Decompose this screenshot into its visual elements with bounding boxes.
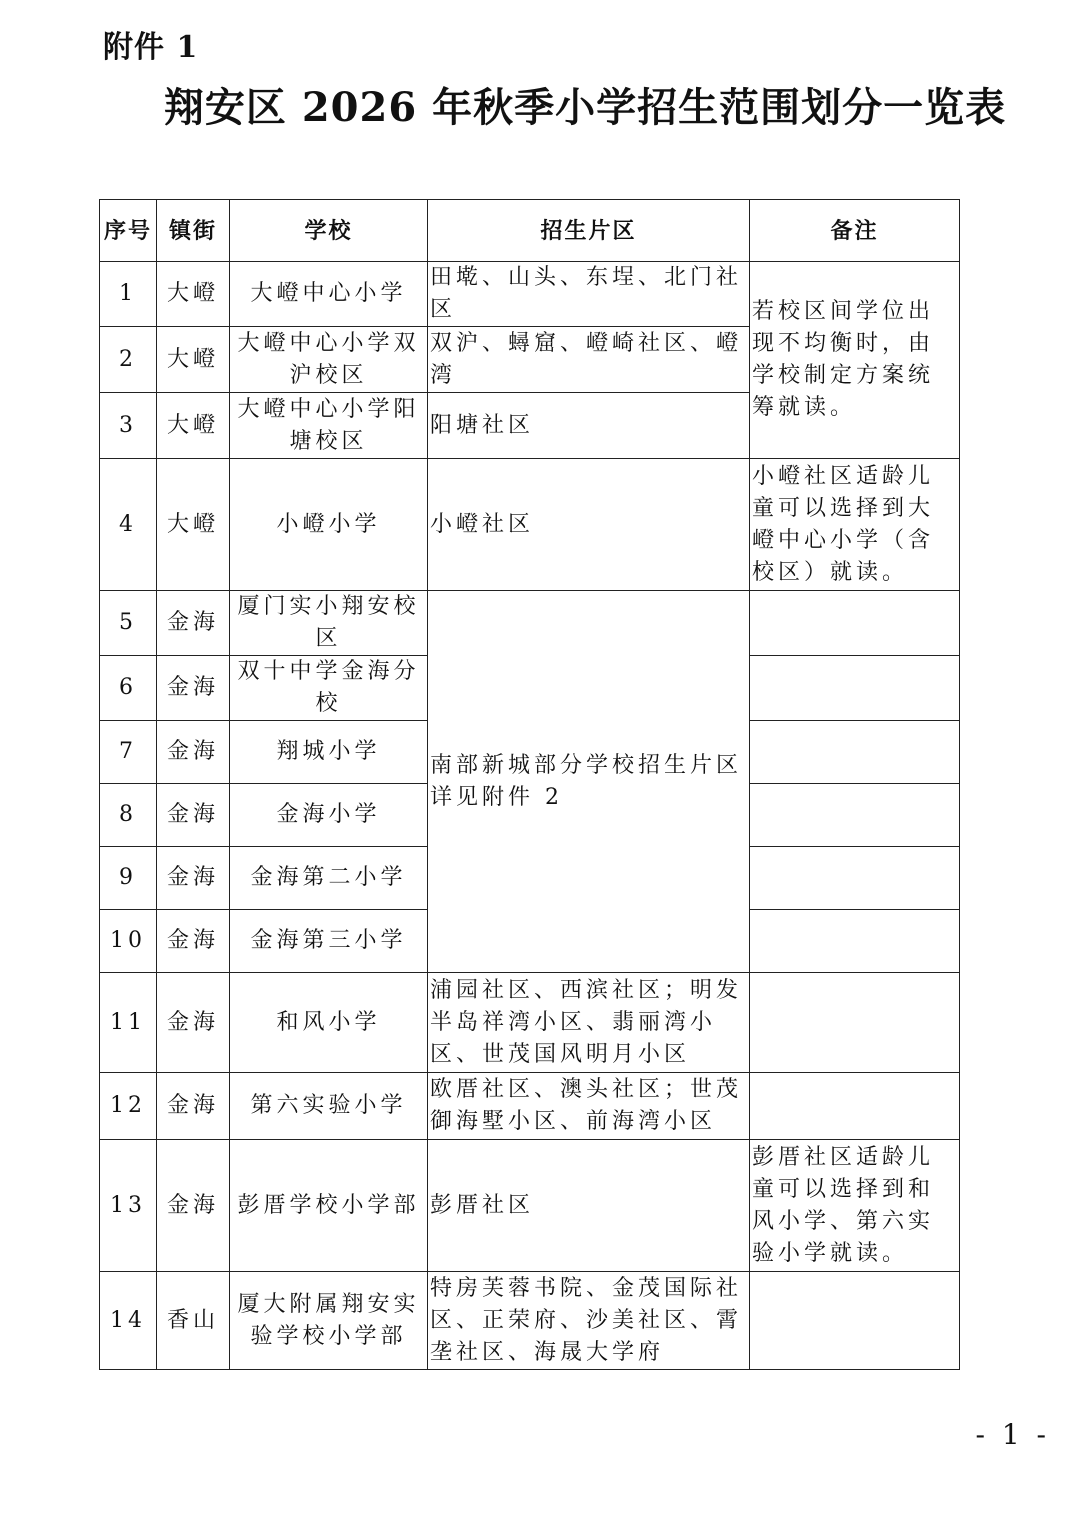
row-no: 1 (100, 262, 157, 327)
table-row (100, 459, 960, 591)
row-school: 金海小学 (230, 784, 428, 847)
row-note: 彭厝社区适龄儿童可以选择到和风小学、第六实验小学就读。 (750, 1140, 960, 1272)
row-area: 欧厝社区、澳头社区；世茂御海墅小区、前海湾小区 (428, 1073, 750, 1140)
header-school: 学校 (230, 200, 428, 262)
row-note (750, 591, 960, 656)
row-town: 大嶝 (157, 262, 230, 327)
row-school: 金海第二小学 (230, 847, 428, 910)
row-town: 金海 (157, 910, 230, 973)
row-town: 香山 (157, 1272, 230, 1370)
row-note (750, 847, 960, 910)
row-note (750, 910, 960, 973)
row-town: 金海 (157, 784, 230, 847)
table-row (100, 973, 960, 1073)
row-area: 双沪、蟳窟、嶝崎社区、嶝湾 (428, 327, 750, 393)
attachment-label: 附件 1 (103, 30, 199, 65)
row-no: 5 (100, 591, 157, 656)
row-town: 金海 (157, 1140, 230, 1272)
row-town: 大嶝 (157, 393, 230, 459)
row-school: 金海第三小学 (230, 910, 428, 973)
row-school: 和风小学 (230, 973, 428, 1073)
table-row (100, 1272, 960, 1370)
row-note (750, 656, 960, 721)
row-school: 大嶝中心小学阳塘校区 (230, 393, 428, 459)
row-school: 厦大附属翔安实验学校小学部 (230, 1272, 428, 1370)
row-area: 浦园社区、西滨社区；明发半岛祥湾小区、翡丽湾小区、世茂国风明月小区 (428, 973, 750, 1073)
row-town: 金海 (157, 591, 230, 656)
row-town: 金海 (157, 1073, 230, 1140)
row-note (750, 721, 960, 784)
row-town: 金海 (157, 721, 230, 784)
row-area: 彭厝社区 (428, 1140, 750, 1272)
row-school: 厦门实小翔安校区 (230, 591, 428, 656)
header-town: 镇街 (157, 200, 230, 262)
row-town: 金海 (157, 847, 230, 910)
header-area: 招生片区 (428, 200, 750, 262)
row-no: 8 (100, 784, 157, 847)
row-area: 小嶝社区 (428, 459, 750, 591)
row-no: 6 (100, 656, 157, 721)
table-row (100, 1140, 960, 1272)
row-note (750, 1073, 960, 1140)
row-note: 若校区间学位出现不均衡时，由学校制定方案统筹就读。 (750, 262, 960, 459)
row-school: 大嶝中心小学双沪校区 (230, 327, 428, 393)
row-school: 彭厝学校小学部 (230, 1140, 428, 1272)
row-note: 小嶝社区适龄儿童可以选择到大嶝中心小学（含校区）就读。 (750, 459, 960, 591)
page-title: 翔安区 2026 年秋季小学招生范围划分一览表 (163, 84, 1007, 131)
row-area: 南部新城部分学校招生片区详见附件 2 (428, 591, 750, 973)
row-no: 4 (100, 459, 157, 591)
page-number: - 1 - (975, 1418, 1050, 1451)
header-no: 序号 (100, 200, 157, 262)
row-no: 10 (100, 910, 157, 973)
table-row (100, 262, 960, 327)
row-area: 田墘、山头、东埕、北门社区 (428, 262, 750, 327)
row-town: 金海 (157, 656, 230, 721)
row-school: 大嶝中心小学 (230, 262, 428, 327)
row-town: 大嶝 (157, 459, 230, 591)
row-no: 2 (100, 327, 157, 393)
row-school: 小嶝小学 (230, 459, 428, 591)
row-no: 9 (100, 847, 157, 910)
table-header-row (100, 200, 960, 262)
row-area: 阳塘社区 (428, 393, 750, 459)
row-school: 翔城小学 (230, 721, 428, 784)
row-town: 大嶝 (157, 327, 230, 393)
row-school: 双十中学金海分校 (230, 656, 428, 721)
row-no: 3 (100, 393, 157, 459)
row-no: 14 (100, 1272, 157, 1370)
row-town: 金海 (157, 973, 230, 1073)
row-no: 7 (100, 721, 157, 784)
row-note (750, 973, 960, 1073)
table-row (100, 591, 960, 656)
row-note (750, 784, 960, 847)
header-note: 备注 (750, 200, 960, 262)
row-no: 11 (100, 973, 157, 1073)
row-no: 12 (100, 1073, 157, 1140)
table-row (100, 1073, 960, 1140)
row-school: 第六实验小学 (230, 1073, 428, 1140)
enrollment-table (99, 199, 960, 1370)
row-no: 13 (100, 1140, 157, 1272)
row-note (750, 1272, 960, 1370)
row-area: 特房芙蓉书院、金茂国际社区、正荣府、沙美社区、霄垄社区、海晟大学府 (428, 1272, 750, 1370)
